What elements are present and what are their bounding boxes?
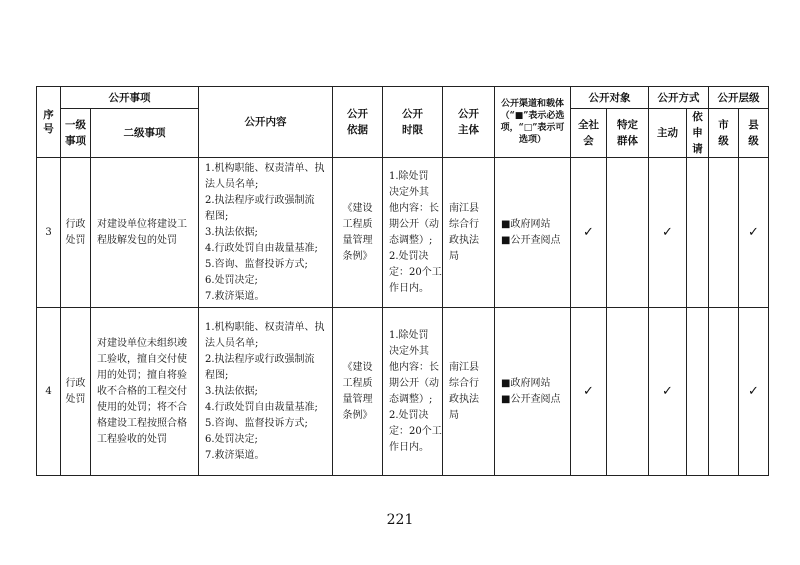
check-active-icon: ✓ — [649, 158, 687, 308]
header-method-apply: 依申请 — [687, 109, 709, 158]
row-time: 1.除处罚 决定外其 他内容：长 期公开（动 态调整）; 2.处罚决 定：20个工 作日内。 — [383, 308, 443, 476]
row-seq: 3 — [37, 158, 61, 308]
row-channel: ■政府网站 ■公开查阅点 — [495, 308, 571, 476]
check-all-icon: ✓ — [571, 158, 607, 308]
check-county-icon: ✓ — [739, 308, 769, 476]
row-city — [709, 158, 739, 308]
header-target: 公开对象 — [571, 87, 649, 109]
header-target-all: 全社会 — [571, 109, 607, 158]
row-basis: 《建设工程质量管理条例》 — [333, 308, 383, 476]
row-specific — [607, 308, 649, 476]
row-specific — [607, 158, 649, 308]
row-seq: 4 — [37, 308, 61, 476]
check-county-icon: ✓ — [739, 158, 769, 308]
row-level2: 对建设单位将建设工程肢解发包的处罚 — [91, 158, 199, 308]
row-content: 1.机构职能、权责清单、执 法人员名单; 2.执法程序或行政强制流 程图; 3.执法依据; 4.行政处罚自由裁量基准; 5.咨询、监督投诉方式; 6.处罚决定; 7.救济渠道。 — [199, 308, 333, 476]
header-target-specific: 特定群体 — [607, 109, 649, 158]
row-subject: 南江县综合行政执法局 — [443, 158, 495, 308]
header-method: 公开方式 — [649, 87, 709, 109]
header-level-city: 市级 — [709, 109, 739, 158]
row-content: 1.机构职能、权责清单、执 法人员名单; 2.执法程序或行政强制流 程图; 3.执法依据; 4.行政处罚自由裁量基准; 5.咨询、监督投诉方式; 6.处罚决定; 7.救济渠道。 — [199, 158, 333, 308]
header-content: 公开内容 — [199, 87, 333, 158]
check-all-icon: ✓ — [571, 308, 607, 476]
row-level2: 对建设单位未组织竣工验收，擅自交付使用的处罚；擅自将验收不合格的工程交付使用的处罚；将不合格建设工程按照合格工程验收的处罚 — [91, 308, 199, 476]
header-public-items: 公开事项 — [61, 87, 199, 109]
header-basis: 公开依据 — [333, 87, 383, 158]
check-active-icon: ✓ — [649, 308, 687, 476]
header-method-active: 主动 — [649, 109, 687, 158]
row-apply — [687, 308, 709, 476]
header-time: 公开时限 — [383, 87, 443, 158]
header-level-county: 县级 — [739, 109, 769, 158]
table-row — [37, 308, 769, 476]
header-level: 公开层级 — [709, 87, 769, 109]
row-level1: 行政处罚 — [61, 308, 91, 476]
row-subject: 南江县综合行政执法局 — [443, 308, 495, 476]
row-apply — [687, 158, 709, 308]
row-level1: 行政处罚 — [61, 158, 91, 308]
row-channel: ■政府网站 ■公开查阅点 — [495, 158, 571, 308]
disclosure-table — [36, 86, 769, 476]
row-city — [709, 308, 739, 476]
header-seq: 序号 — [37, 87, 61, 158]
row-basis: 《建设工程质量管理条例》 — [333, 158, 383, 308]
header-subject: 公开主体 — [443, 87, 495, 158]
header-level1: 一级事项 — [61, 109, 91, 158]
header-level2: 二级事项 — [91, 109, 199, 158]
table-row — [37, 158, 769, 308]
row-time: 1.除处罚 决定外其 他内容：长 期公开（动 态调整）; 2.处罚决 定：20个工 作日内。 — [383, 158, 443, 308]
header-channel: 公开渠道和载体（“■”表示必选项，“□”表示可选项） — [495, 87, 571, 158]
page-number: 221 — [386, 512, 414, 528]
